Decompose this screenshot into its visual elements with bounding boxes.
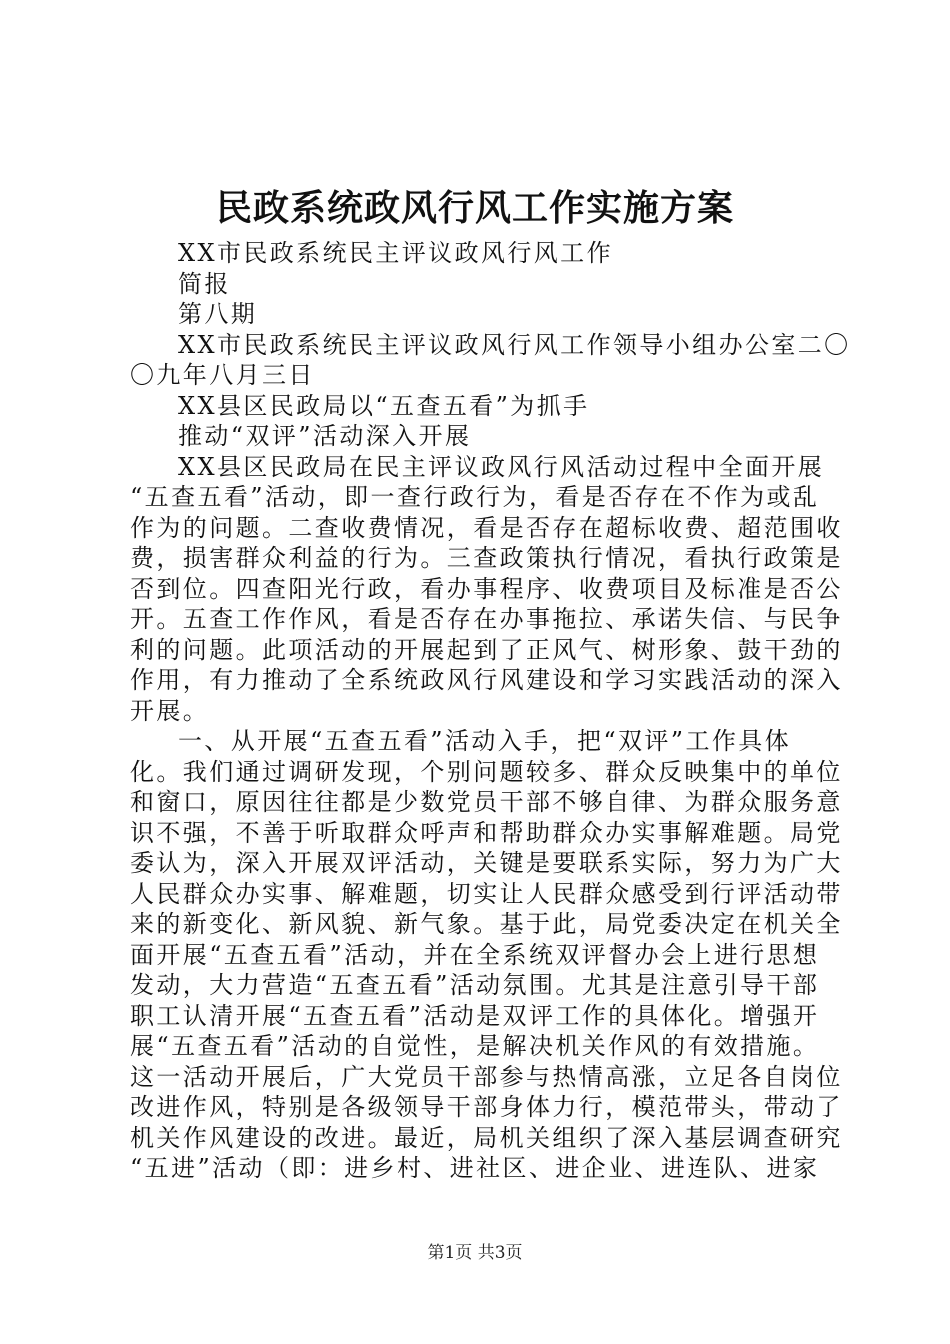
doc-line: 识不强，不善于听取群众呼声和帮助群众办实事解难题。局党: [130, 818, 843, 847]
doc-line: 开展。: [130, 696, 210, 725]
doc-line: 发动，大力营造“五查五看”活动氛围。尤其是注意引导干部: [130, 971, 820, 999]
doc-line: XX市民政系统民主评议政风行风工作: [178, 239, 613, 267]
doc-line: 第八期: [178, 300, 258, 328]
doc-line: XX县区民政局在民主评议政风行风活动过程中全面开展: [178, 452, 825, 481]
doc-line: 推动“双评”活动深入开展: [178, 422, 472, 450]
doc-line: 费，损害群众利益的行为。三查政策执行情况，看执行政策是: [130, 544, 843, 572]
doc-line: 开。五查工作作风，看是否存在办事拖拉、承诺失信、与民争: [130, 605, 843, 633]
doc-line: 〇九年八月三日: [130, 361, 315, 389]
doc-line: 这一活动开展后，广大党员干部参与热情高涨，立足各自岗位: [130, 1062, 843, 1091]
doc-line: 委认为，深入开展双评活动，关键是要联系实际，努力为广大: [130, 849, 843, 877]
doc-line: 来的新变化、新风貌、新气象。基于此，局党委决定在机关全: [130, 910, 843, 938]
doc-line: 展“五查五看”活动的自觉性，是解决机关作风的有效措施。: [130, 1032, 820, 1060]
doc-line: 简报: [178, 269, 231, 298]
doc-line: 机关作风建设的改进。最近，局机关组织了深入基层调查研究: [130, 1123, 843, 1152]
doc-line: 否到位。四查阳光行政，看办事程序、收费项目及标准是否公: [130, 574, 843, 603]
doc-line: 职工认清开展“五查五看”活动是双评工作的具体化。增强开: [130, 1001, 820, 1030]
doc-line: “五进”活动（即：进乡村、进社区、进企业、进连队、进家: [130, 1154, 820, 1182]
doc-line: 作用，有力推动了全系统政风行风建设和学习实践活动的深入: [130, 666, 843, 694]
doc-line: “五查五看”活动，即一查行政行为，看是否存在不作为或乱: [130, 483, 820, 511]
doc-line: 改进作风，特别是各级领导干部身体力行，模范带头，带动了: [130, 1093, 843, 1121]
doc-line: 利的问题。此项活动的开展起到了正风气、树形象、鼓干劲的: [130, 635, 843, 664]
page-number-footer: 第1页 共3页: [427, 1243, 523, 1263]
doc-line: 和窗口，原因往往都是少数党员干部不够自律、为群众服务意: [130, 788, 843, 816]
doc-line: 面开展“五查五看”活动，并在全系统双评督办会上进行思想: [130, 940, 820, 969]
doc-line: 人民群众办实事、解难题，切实让人民群众感受到行评活动带: [130, 879, 843, 908]
doc-line: XX县区民政局以“五查五看”为抓手: [178, 391, 590, 420]
doc-line: XX市民政系统民主评议政风行风工作领导小组办公室二〇: [178, 330, 851, 359]
doc-line: 作为的问题。二查收费情况，看是否存在超标收费、超范围收: [130, 513, 843, 542]
document-body: [130, 238, 851, 1184]
doc-line: 化。我们通过调研发现，个别问题较多、群众反映集中的单位: [130, 757, 843, 786]
doc-line: 一、从开展“五查五看”活动入手，把“双评”工作具体: [178, 727, 792, 755]
document-title: 民政系统政风行风工作实施方案: [215, 188, 734, 229]
